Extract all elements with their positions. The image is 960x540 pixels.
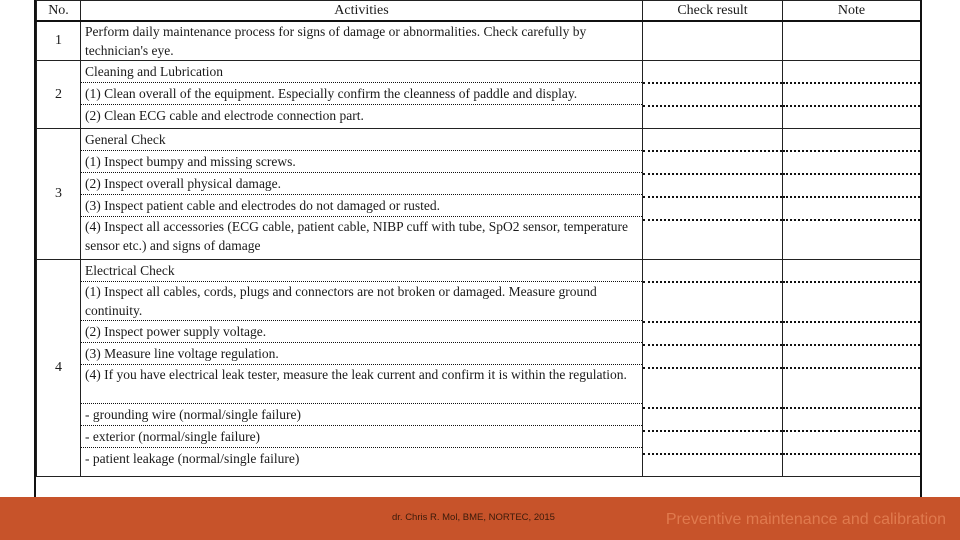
table-row bbox=[37, 129, 921, 260]
activity-line: (3) Measure line voltage regulation. bbox=[81, 343, 642, 365]
activity-line: (1) Inspect all cables, cords, plugs and connectors are not broken or damaged. Measure ground continuity. bbox=[81, 282, 642, 321]
header-activities: Activities bbox=[81, 1, 643, 22]
header-note: Note bbox=[783, 1, 921, 22]
activity-subline: - grounding wire (normal/single failure) bbox=[81, 404, 642, 426]
row-number: 4 bbox=[37, 260, 81, 477]
checklist-table bbox=[36, 0, 921, 477]
maintenance-checklist bbox=[34, 0, 922, 497]
activity-line: (4) Inspect all accessories (ECG cable, patient cable, NIBP cuff with tube, SpO2 sensor, temperature sensor etc.) and signs of damage bbox=[85, 219, 629, 253]
activity-cell bbox=[81, 61, 643, 129]
activity-subline: - patient leakage (normal/single failure) bbox=[85, 451, 300, 466]
activity-line: (3) Inspect patient cable and electrodes do not damaged or rusted. bbox=[81, 195, 642, 217]
footer-title: Preventive maintenance and calibration bbox=[665, 511, 946, 528]
check-result-cell[interactable] bbox=[643, 129, 783, 260]
activity-line: (2) Inspect power supply voltage. bbox=[81, 321, 642, 343]
activity-cell bbox=[81, 260, 643, 477]
activity-title: Cleaning and Lubrication bbox=[81, 61, 642, 83]
check-result-cell[interactable] bbox=[643, 61, 783, 129]
activity-title: General Check bbox=[81, 129, 642, 151]
table-row bbox=[37, 260, 921, 477]
table-row bbox=[37, 21, 921, 61]
check-result-cell[interactable] bbox=[643, 21, 783, 61]
activity-line: (1) Inspect bumpy and missing screws. bbox=[81, 151, 642, 173]
activity-cell bbox=[81, 21, 643, 61]
note-cell[interactable] bbox=[783, 260, 921, 477]
row-number: 1 bbox=[37, 21, 81, 61]
header-no: No. bbox=[37, 1, 81, 22]
note-cell[interactable] bbox=[783, 129, 921, 260]
row-number: 2 bbox=[37, 61, 81, 129]
activity-cell bbox=[81, 129, 643, 260]
activity-line: (2) Clean ECG cable and electrode connection part. bbox=[85, 108, 364, 123]
header-row bbox=[37, 1, 921, 22]
header-check-result: Check result bbox=[643, 1, 783, 22]
footer-author: dr. Chris R. Mol, BME, NORTEC, 2015 bbox=[392, 512, 555, 523]
activity-line: Perform daily maintenance process for signs of damage or abnormalities. Check carefully by technician's eye. bbox=[85, 24, 587, 58]
note-cell[interactable] bbox=[783, 21, 921, 61]
note-cell[interactable] bbox=[783, 61, 921, 129]
row-number: 3 bbox=[37, 129, 81, 260]
check-result-cell[interactable] bbox=[643, 260, 783, 477]
table-row bbox=[37, 61, 921, 129]
slide-footer bbox=[0, 497, 960, 540]
activity-title: Electrical Check bbox=[81, 260, 642, 282]
activity-line: (4) If you have electrical leak tester, measure the leak current and confirm it is within the regulation. bbox=[81, 365, 642, 404]
activity-line: (2) Inspect overall physical damage. bbox=[81, 173, 642, 195]
activity-line: (1) Clean overall of the equipment. Especially confirm the cleanness of paddle and display. bbox=[81, 83, 642, 105]
activity-subline: - exterior (normal/single failure) bbox=[81, 426, 642, 448]
